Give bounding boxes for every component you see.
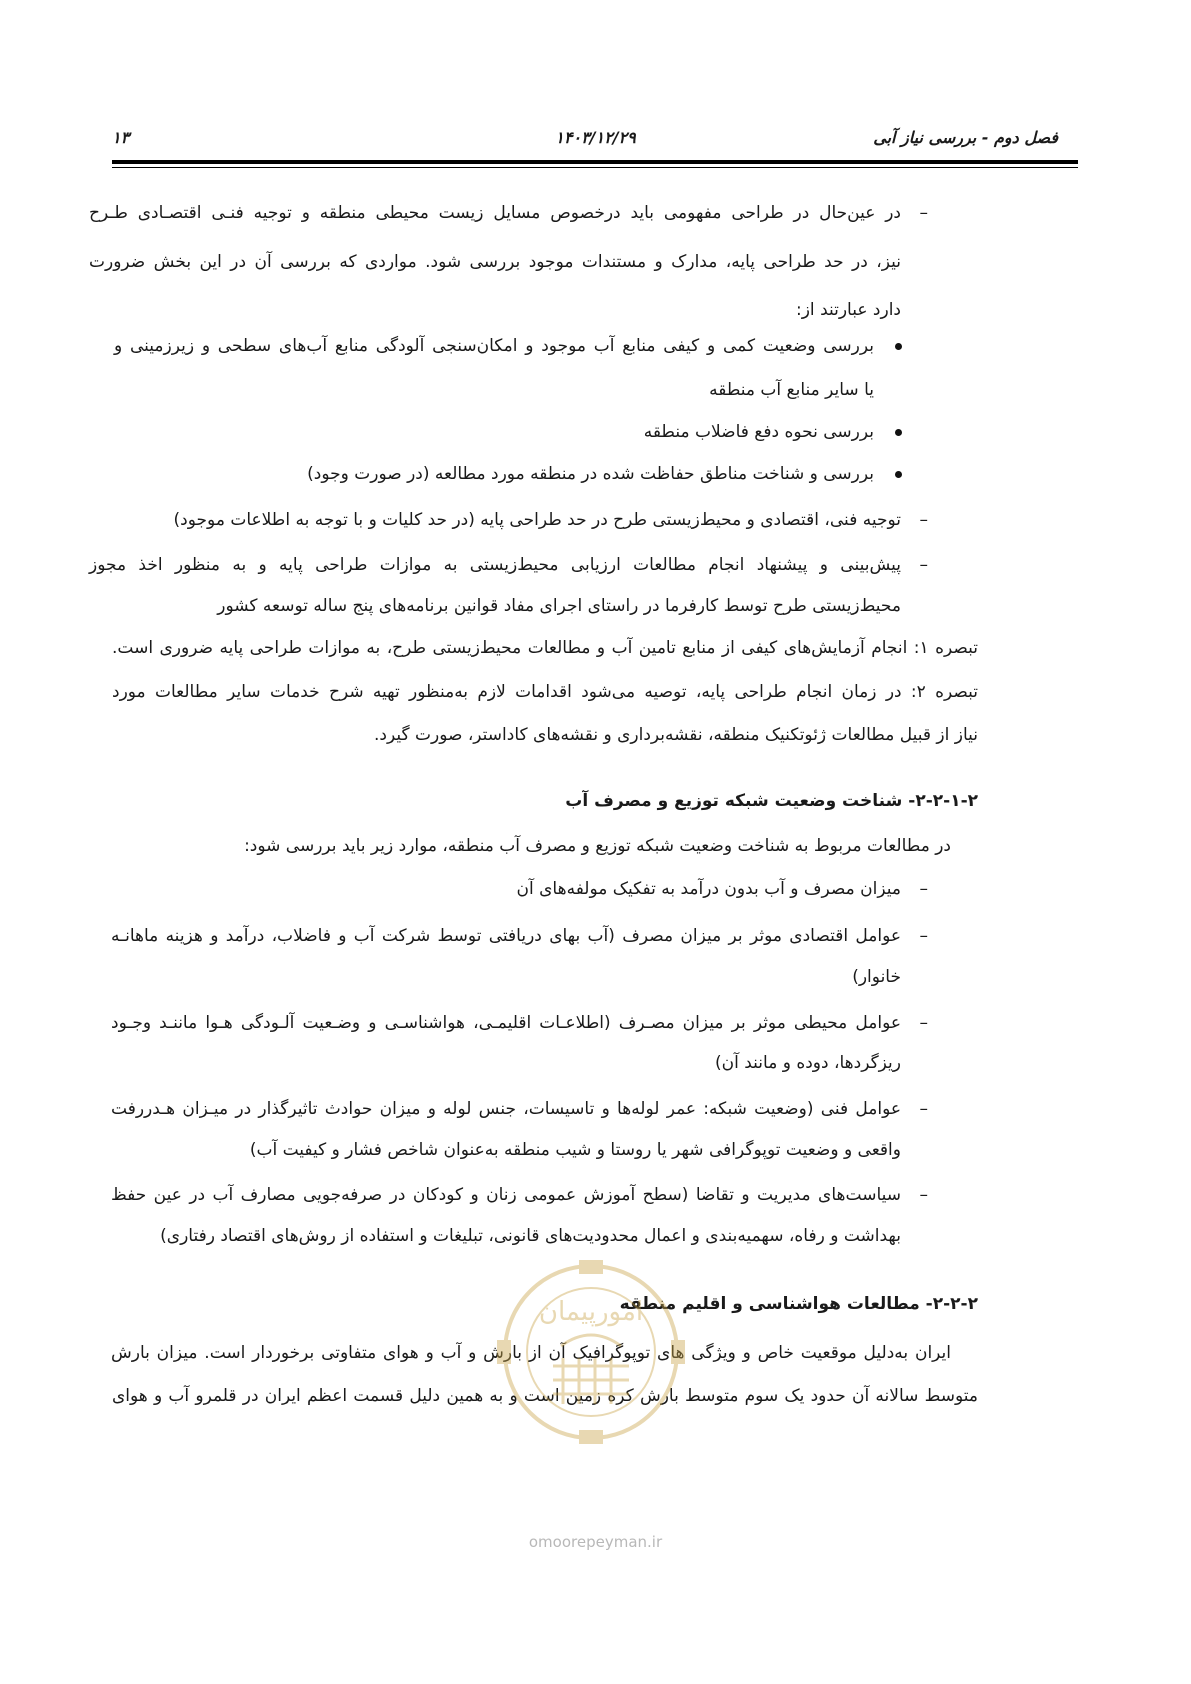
body-line: در عین‌حال در طراحی مفهومی باید درخصوص مسایل زیست محیطی منطقه و توجیه فنـی اقتصـادی طـرح: [89, 203, 901, 223]
body-line: ریزگردها، دوده و مانند آن): [715, 1053, 901, 1073]
body-line: بهداشت و رفاه، سهمیه‌بندی و اعمال محدودیت‌های قانونی، تبلیغات و استفاده از روش‌های اقتصاد رفتاری): [160, 1226, 901, 1246]
bullet-marker: [895, 429, 902, 436]
bullet-marker: [895, 343, 902, 350]
dash-marker: –: [919, 1013, 928, 1033]
bullet-marker: [895, 471, 902, 478]
section-heading: ۲-۲-۱-۲- شناخت وضعیت شبکه توزیع و مصرف آب: [565, 791, 978, 811]
section-heading: ۲-۲-۲- مطالعات هواشناسی و اقلیم منطقه: [619, 1294, 978, 1314]
bullet-line: بررسی نحوه دفع فاضلاب منطقه: [643, 422, 874, 442]
header-chapter-title: فصل دوم - بررسی نیاز آبی: [873, 128, 1058, 147]
bullet-line: بررسی و شناخت مناطق حفاظت شده در منطقه مورد مطالعه (در صورت وجود): [307, 464, 874, 484]
body-line: نیز، در حد طراحی پایه، مدارک و مستندات موجود بررسی شود. مواردی که بررسی آن در این بخش ضرورت: [89, 252, 901, 272]
bullet-line: یا سایر منابع آب منطقه: [709, 380, 874, 400]
body-line: عوامل اقتصادی موثر بر میزان مصرف (آب بهای دریافتی توسط شرکت آب و فاضلاب، درآمد و هزینه ماهانـه: [111, 926, 901, 946]
body-line: متوسط سالانه آن حدود یک سوم متوسط بارش کره زمین است و به همین دلیل قسمت اعظم ایران در قلمرو آب و هوای: [112, 1386, 978, 1406]
header-date: ۱۴۰۳/۱۲/۲۹: [555, 128, 636, 147]
note-line: تبصره ۱: انجام آزمایش‌های کیفی از منابع تامین آب و مطالعات محیط‌زیستی طرح، به موازات طراحی پایه ضروری است.: [112, 638, 979, 658]
dash-marker: –: [919, 1185, 928, 1205]
note-line: تبصره ۲: در زمان انجام طراحی پایه، توصیه می‌شود اقدامات لازم به‌منظور تهیه شرح خدمات سایر مطالعات مورد: [112, 682, 978, 702]
watermark-website: omoorepeyman.ir: [528, 1533, 663, 1551]
note-line: نیاز از قبیل مطالعات ژئوتکنیک منطقه، نقشه‌برداری و نقشه‌های کاداستر، صورت گیرد.: [374, 725, 978, 745]
body-line: میزان مصرف و آب بدون درآمد به تفکیک مولفه‌های آن: [516, 879, 901, 899]
dash-marker: –: [919, 203, 928, 223]
body-line: در مطالعات مربوط به شناخت وضعیت شبکه توزیع و مصرف آب منطقه، موارد زیر باید بررسی شود:: [244, 836, 951, 856]
body-line: سیاست‌های مدیریت و تقاضا (سطح آموزش عمومی زنان و کودکان در صرفه‌جویی مصارف آب در عین حفظ: [111, 1185, 901, 1205]
page-number: ۱۳: [112, 128, 130, 147]
watermark-logo-text: امورپیمان: [538, 1297, 644, 1327]
body-line: خانوار): [852, 967, 901, 987]
dash-marker: –: [919, 510, 928, 530]
dash-marker: –: [919, 879, 928, 899]
dash-marker: –: [919, 555, 928, 575]
body-line: واقعی و وضعیت توپوگرافی شهر یا روستا و شیب منطقه به‌عنوان شاخص فشار و کیفیت آب): [249, 1140, 901, 1160]
body-line: دارد عبارتند از:: [796, 300, 901, 320]
body-line: پیش‌بینی و پیشنهاد انجام مطالعات ارزیابی محیط‌زیستی به موازات طراحی پایه و به منظور اخذ مجوز: [89, 555, 901, 575]
dash-marker: –: [919, 1099, 928, 1119]
body-line: محیط‌زیستی طرح توسط کارفرما در راستای اجرای مفاد قوانین برنامه‌های پنج ساله توسعه کشور: [217, 596, 901, 616]
header-rule-thick: [112, 160, 1078, 164]
body-line: توجیه فنی، اقتصادی و محیط‌زیستی طرح در حد طراحی پایه (در حد کلیات و با توجه به اطلاعات موجود): [173, 510, 901, 530]
body-line: عوامل فنی (وضعیت شبکه: عمر لوله‌ها و تاسیسات، جنس لوله و میزان حوادث تاثیرگذار در میـزان هـدررفت: [111, 1099, 901, 1119]
body-line: ایران به‌دلیل موقعیت خاص و ویژگی های توپوگرافیک آن از بارش و آب و هوای متفاوتی برخوردار است. میزان بارش: [111, 1343, 951, 1363]
dash-marker: –: [919, 926, 928, 946]
header-rule-thin: [112, 167, 1078, 168]
bullet-line: بررسی وضعیت کمی و کیفی منابع آب موجود و امکان‌سنجی آلودگی منابع آب‌های سطحی و زیرزمینی و: [114, 336, 874, 356]
body-line: عوامل محیطی موثر بر میزان مصـرف (اطلاعـات اقلیمـی، هواشناسـی و وضـعیت آلـودگی هـوا ماننـد وجـود: [111, 1013, 901, 1033]
